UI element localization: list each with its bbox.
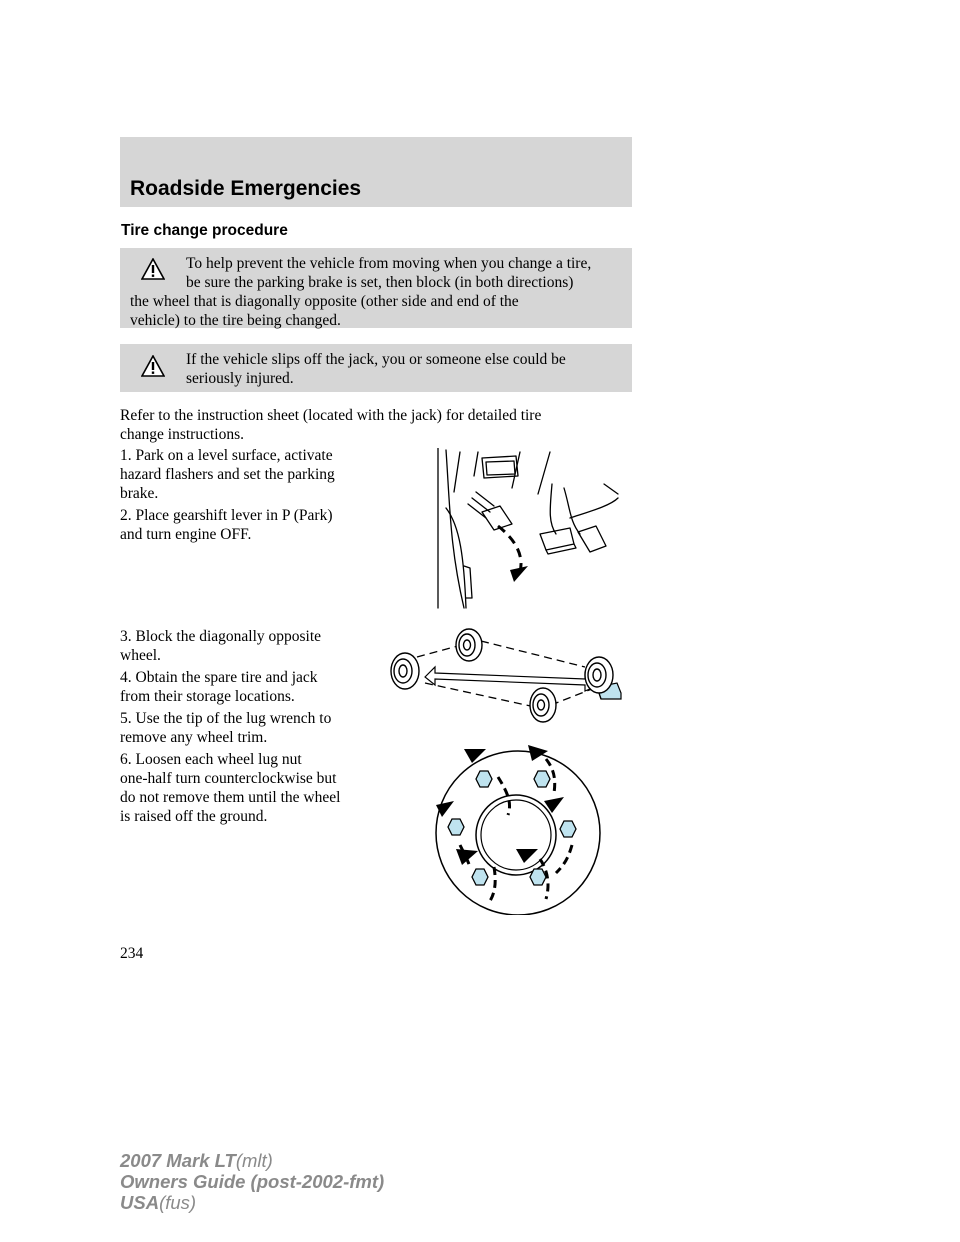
- intro-line-2: change instructions.: [120, 426, 244, 443]
- step-2-line-1: 2. Place gearshift lever in P (Park): [120, 507, 333, 524]
- warning-2-line-1: If the vehicle slips off the jack, you or someone else could be: [186, 351, 566, 368]
- step-3-line-2: wheel.: [120, 647, 161, 664]
- step-6-line-3: do not remove them until the wheel: [120, 789, 341, 806]
- page-header-title: Roadside Emergencies: [130, 177, 362, 200]
- step-6-line-4: is raised off the ground.: [120, 808, 268, 825]
- step-1-line-2: hazard flashers and set the parking: [120, 466, 335, 483]
- warning-triangle-icon: [141, 258, 165, 280]
- step-1-line-1: 1. Park on a level surface, activate: [120, 447, 333, 464]
- wheel-block-diagram: [385, 627, 635, 727]
- step-4-line-1: 4. Obtain the spare tire and jack: [120, 669, 318, 686]
- warning-1-line-3: the wheel that is diagonally opposite (other side and end of the: [130, 293, 519, 310]
- step-1-line-3: brake.: [120, 485, 159, 502]
- document-footer: [120, 1150, 384, 1213]
- parking-brake-illustration: [420, 448, 620, 610]
- step-5-line-1: 5. Use the tip of the lug wrench to: [120, 710, 332, 727]
- step-6-line-2: one-half turn counterclockwise but: [120, 770, 337, 787]
- warning-1-line-4: vehicle) to the tire being changed.: [130, 312, 341, 329]
- footer-model-code: (mlt): [235, 1150, 273, 1171]
- warning-triangle-icon: [141, 355, 165, 377]
- warning-1-line-2: be sure the parking brake is set, then block (in both directions): [186, 274, 574, 291]
- section-title: Tire change procedure: [121, 222, 288, 239]
- footer-guide: Owners Guide (post-2002-fmt): [120, 1171, 385, 1192]
- intro-line-1: Refer to the instruction sheet (located with the jack) for detailed tire: [120, 407, 542, 424]
- header-band: [120, 137, 632, 207]
- step-6-line-1: 6. Loosen each wheel lug nut: [120, 751, 302, 768]
- step-2-line-2: and turn engine OFF.: [120, 526, 252, 543]
- step-4-line-2: from their storage locations.: [120, 688, 295, 705]
- page-number: 234: [120, 945, 144, 962]
- warning-2-line-2: seriously injured.: [186, 370, 294, 387]
- lug-nut-loosening-diagram: [428, 745, 608, 915]
- footer-model: 2007 Mark LT: [120, 1150, 236, 1171]
- step-3-line-1: 3. Block the diagonally opposite: [120, 628, 322, 645]
- footer-market-code: (fus): [159, 1192, 197, 1213]
- footer-market: USA: [120, 1192, 160, 1213]
- warning-1-line-1: To help prevent the vehicle from moving when you change a tire,: [186, 255, 592, 272]
- step-5-line-2: remove any wheel trim.: [120, 729, 268, 746]
